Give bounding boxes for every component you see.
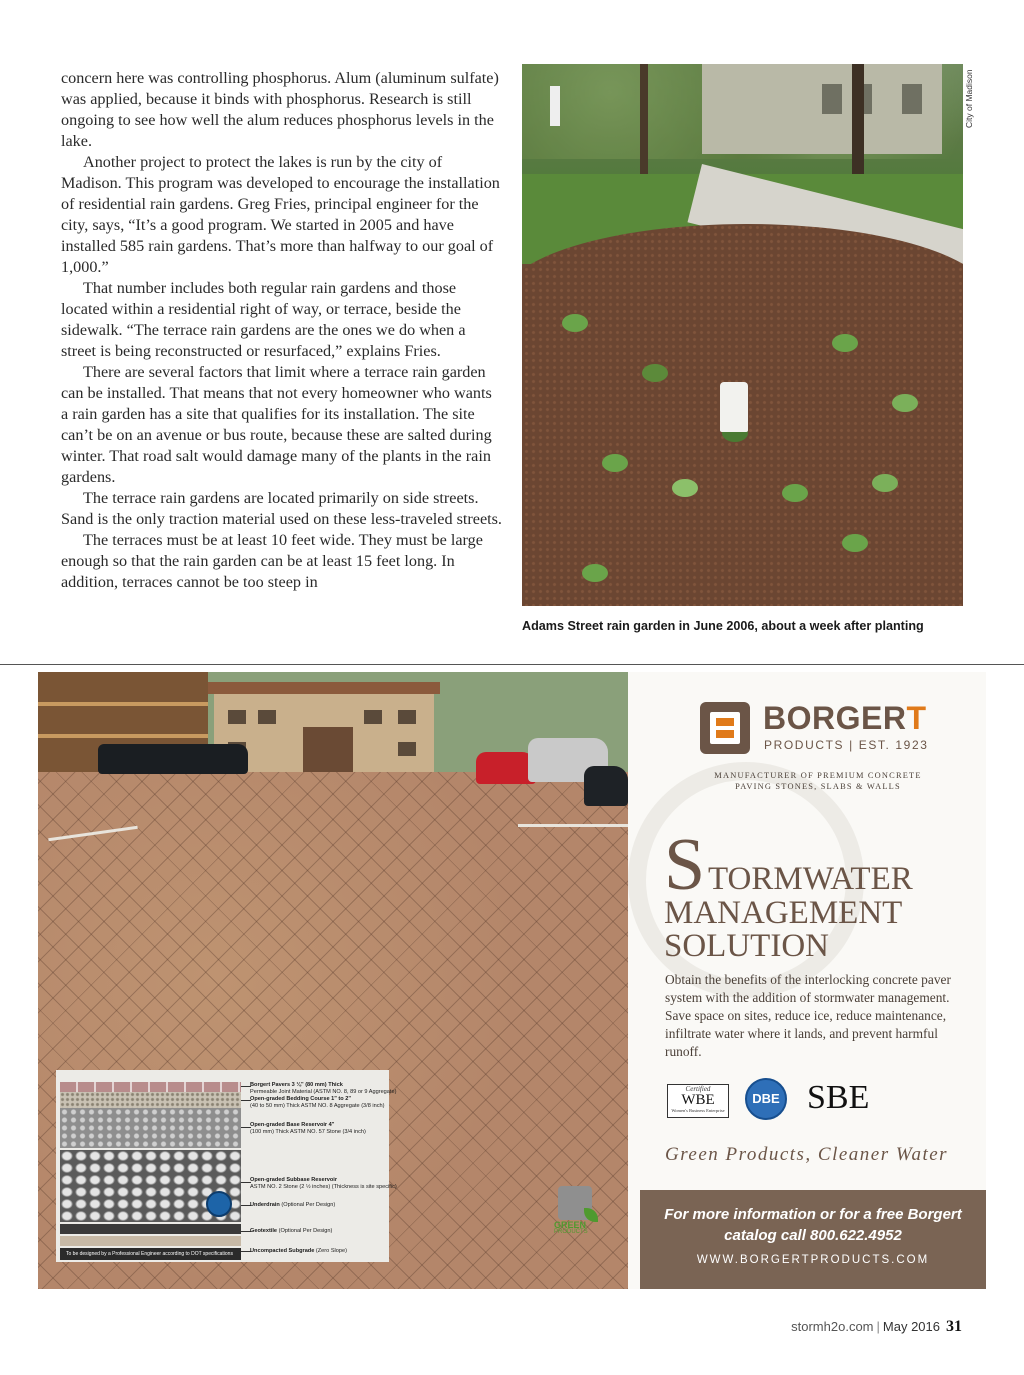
photo-house [702,64,942,154]
article-paragraph: concern here was controlling phosphorus. Alum (aluminum sulfate) was applied, because it binds with phosphorus. Research is still ongoing to see how well the alum reduces phosphorus levels in the lake. [61,69,499,150]
ad-photo-window [258,710,276,724]
ad-photo-entrance [303,727,353,777]
cta-line-1: For more information or for a free Borgert [664,1206,962,1223]
ad-photo-car [476,752,536,784]
layer-label: Geotextile (Optional Per Design) [250,1228,333,1234]
headline-line-1: TORMWATER [708,861,913,897]
green-products-badge [554,1186,604,1240]
photo-house-window [822,84,842,114]
layer-pavers [60,1082,241,1092]
headline-line-3: SOLUTION [664,928,829,964]
photo-plant [582,564,608,582]
ad-photo-balcony-rail [38,734,208,738]
layer-bedding [60,1092,241,1108]
headline-initial: S [664,824,706,906]
manufacturer-line-1: MANUFACTURER OF PREMIUM CONCRETE [714,771,922,780]
ad-photo-truck [98,744,248,774]
brand-name [763,700,927,737]
photo-plant [842,534,868,552]
article-paragraph: Another project to protect the lakes is run by the city of Madison. This program was developed to encourage the installation of residential rain gardens. Greg Fries, principal engineer for the city, says, “It’s a good program. We started in 2005 and have installed 585 rain gardens. That’s more than halfway to our goal of 1,000.” [61,153,500,276]
cross-section-footnote: To be designed by a Professional Engineer according to DOT specifications [60,1248,241,1260]
layer-label: Borgert Pavers 3 ⅛" (80 mm) Thick Permeable Joint Material (ASTM NO. 8, 89 or 9 Aggregate) [250,1082,397,1095]
page-folio: stormh2o.com | May 2016 31 [791,1318,962,1335]
photo-plant [892,394,918,412]
layer-base [60,1108,241,1148]
section-divider [0,664,1024,665]
photo-plant [872,474,898,492]
ad-tagline: Green Products, Cleaner Water [665,1144,949,1165]
cta-phone: catalog call 800.622.4952 [724,1227,902,1244]
folio-site[interactable]: stormh2o.com [791,1319,874,1334]
sbe-label: SBE [807,1079,870,1116]
certification-badges [667,1078,977,1122]
photo-credit-text: City of Madison [964,69,974,128]
photo-plant [562,314,588,332]
ad-photo-balcony-rail [38,702,208,706]
rain-garden-photo [522,64,963,606]
layer-geotextile [60,1224,241,1234]
article-paragraph: That number includes both regular rain gardens and those located within a residential right of way, or terrace, beside the sidewalk. “The terrace rain gardens are the ones we do when a street is being reconstructed or resurfaced,” explains Fries. [61,279,466,360]
borgert-logo-icon [700,702,750,754]
manufacturer-line [678,770,958,792]
layer-label: Open-graded Bedding Course 1" to 2" (40 to 50 mm) Thick ASTM NO. 8 Aggregate (3/8 inch) [250,1096,385,1109]
brand-subtitle: PRODUCTS | EST. 1923 [764,738,929,752]
photo-plant [672,479,698,497]
photo-plant [832,334,858,352]
photo-drain-pipe [720,382,748,432]
wbe-certified-badge [667,1084,729,1118]
headline-line-2: MANAGEMENT [664,895,903,931]
ad-photo-window [228,710,246,724]
layer-label: Open-graded Subbase Reservoir ASTM NO. 2 Stone (2 ½ inches) (Thickness is site specific) [250,1177,397,1190]
brand-name-accent: T [906,700,927,736]
wbe-top: Certified [685,1085,711,1093]
photo-street-sign [550,86,560,126]
paver-cross-section [56,1070,397,1262]
underdrain-pipe-icon [206,1191,232,1217]
ad-body-text: Obtain the benefits of the interlocking concrete paver system with the addition of stormwater management. Save space on sites, reduce ice, reduce maintenance, infiltrate water where it lands, and prevent harmful runoff. [665,972,951,1059]
ad-photo-roof [208,682,440,694]
article-paragraph: There are several factors that limit where a terrace rain garden can be installed. That means that not every homeowner who wants a rain garden has a site that qualifies for its installation. The site can’t be on an avenue or bus route, because these are salted during winter. That road salt would damage many of the plants in the rain gardens. [61,363,492,486]
folio-issue: May 2016 [882,1319,940,1334]
cta-text [640,1204,986,1246]
green-badge-sub: PRODUCTS [554,1229,588,1235]
green-badge-title: GREEN [554,1220,587,1230]
photo-plant [782,484,808,502]
photo-house-window [902,84,922,114]
brand-name-main: BORGER [763,700,907,736]
photo-plant [602,454,628,472]
ad-call-to-action [640,1190,986,1289]
ad-photo-window [398,710,416,724]
ad-photo-lot-stripe [518,824,628,827]
wbe-mid: WBE [681,1092,715,1108]
cta-website-link[interactable]: WWW.BORGERTPRODUCTS.COM [696,1254,930,1266]
article-paragraph: The terraces must be at least 10 feet wide. They must be large enough so that the rain garden can be at least 15 feet long. In addition, terraces cannot be too steep in [61,531,483,591]
layer-label: Underdrain (Optional Per Design) [250,1202,336,1208]
layer-label: Uncompacted Subgrade (Zero Slope) [250,1248,347,1254]
photo-caption: Adams Street rain garden in June 2006, about a week after planting [522,619,924,633]
wbe-bottom: Women's Business Enterprise [671,1108,725,1113]
manufacturer-line-2: PAVING STONES, SLABS & WALLS [735,782,901,791]
photo-plant [642,364,668,382]
article-paragraph: The terrace rain gardens are located primarily on side streets. Sand is the only traction material used on these less-traveled streets. [61,489,502,528]
ad-photo-window [398,742,416,756]
borgert-advertisement [38,672,986,1289]
ad-photo-window [364,710,382,724]
layer-label: Open-graded Base Reservoir 4" (100 mm) Thick ASTM NO. 57 Stone (3/4 inch) [250,1122,366,1135]
ad-photo-car [584,766,628,806]
article-column [61,68,503,593]
page-number: 31 [946,1318,962,1335]
dbe-seal-icon: DBE [745,1078,787,1120]
paver-parking-lot-photo [38,672,628,1289]
layer-subgrade [60,1236,241,1246]
